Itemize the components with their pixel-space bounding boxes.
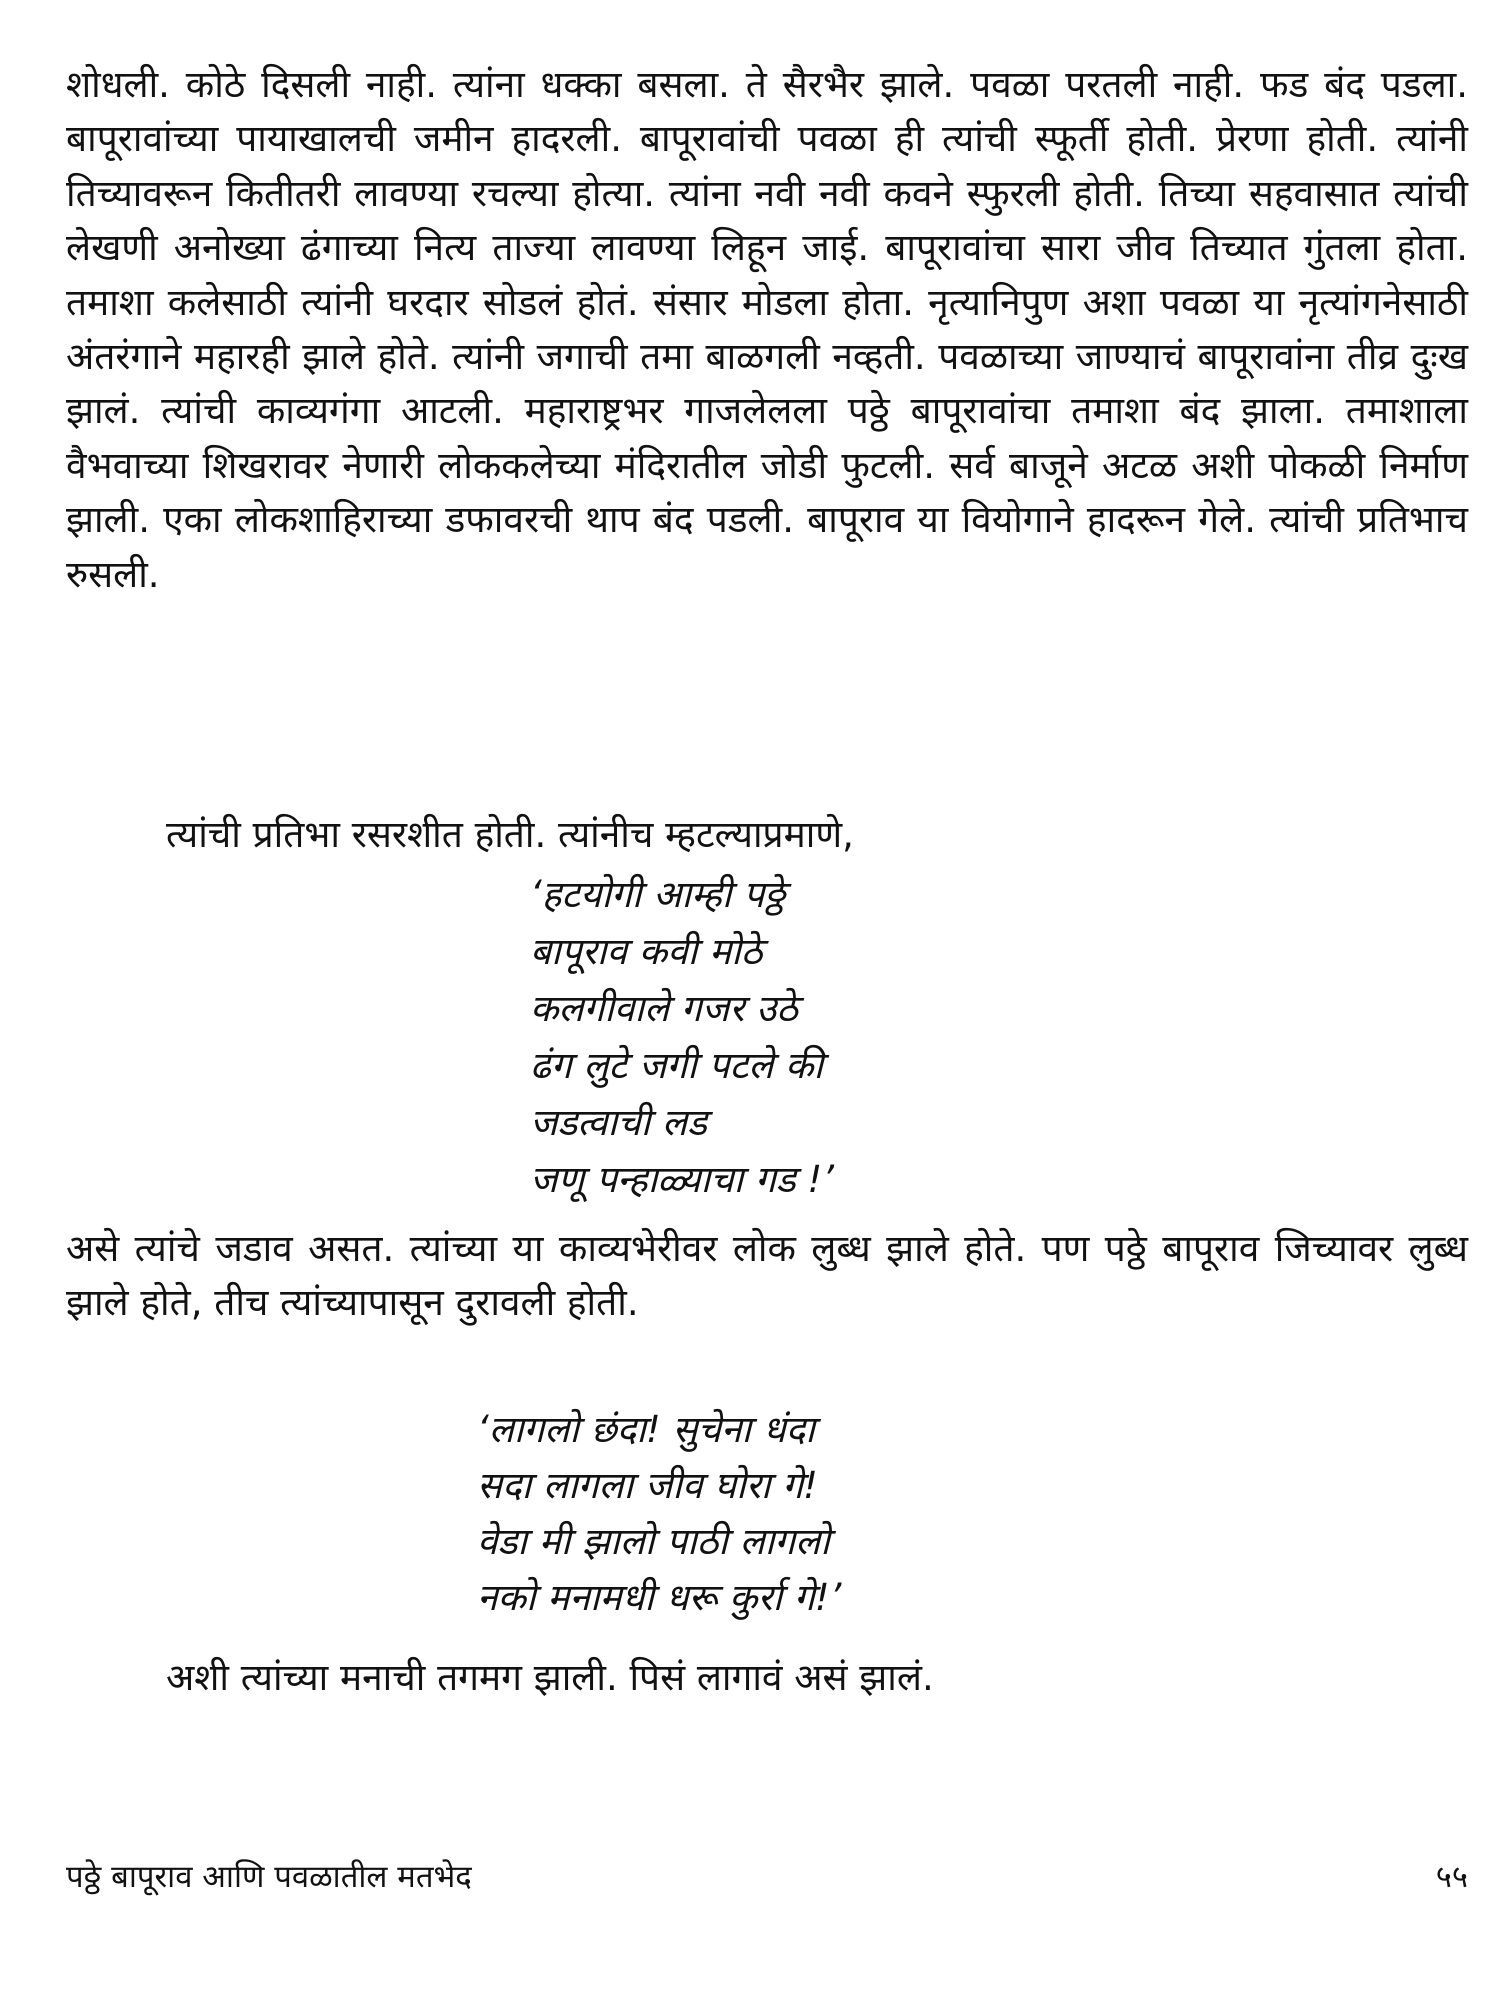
verse-line: कलगीवाले गजर उठे [530,987,798,1030]
verse-line: ढंग लुटे जगी पटले की [530,1044,824,1087]
paragraph-text: असे त्यांचे जडाव असत. त्यांच्या या काव्यभेरीवर लोक लुब्ध झाले होते. पण पठ्ठे बापूराव जिच्यावर लुब्ध झाले होते, तीच त्यांच्यापासून दुरावली होती. [66,1227,1468,1325]
body-paragraph [66,1651,1468,1705]
verse-line: ‘हटयोगी आम्ही पठ्ठे [530,873,786,916]
page-number: ५५ [1435,1859,1468,1895]
page-footer [66,1852,1468,1902]
body-paragraph-intro [66,808,1468,862]
body-paragraph [66,58,1468,602]
verse-line: वेडा मी झालो पाठी लागलो [477,1520,830,1563]
verse-line: ‘लागलो छंदा! सुचेना धंदा [477,1408,815,1451]
verse-line: जडत्वाची लड [530,1101,707,1144]
paragraph-text: त्यांची प्रतिभा रसरशीत होती. त्यांनीच म्हटल्याप्रमाणे, [166,813,854,856]
paragraph-text: शोधली. कोठे दिसली नाही. त्यांना धक्का बसला. ते सैरभैर झाले. पवळा परतली नाही. फड बंद पडला. बापूरावांच्या पायाखालची जमीन हादरली. बापूरावांची पवळा ही त्यांची स्फूर्ती होती. प्रेरणा होती. त्यांनी तिच्यावरून कितीतरी लावण्या रचल्या होत्या. त्यांना नवी नवी कवने स्फुरली होती. तिच्या सहवासात त्यांची लेखणी अनोख्या ढंगाच्या नित्य ताज्या लावण्या लिहून जाई. बापूरावांचा सारा जीव तिच्यात गुंतला होता. तमाशा कलेसाठी त्यांनी घरदार सोडलं होतं. संसार मोडला होता. नृत्यानिपुण अशा पवळा या नृत्यांगनेसाठी अंतरंगाने महारही झाले होते. त्यांनी जगाची तमा बाळगली नव्हती. पवळाच्या जाण्याचं बापूरावांना तीव्र दुःख झालं. त्यांची काव्यगंगा आटली. महाराष्ट्रभर गाजलेलला पठ्ठे बापूरावांचा तमाशा बंद झाला. तमाशाला वैभवाच्या शिखरावर नेणारी लोककलेच्या मंदिरातील जोडी फुटली. सर्व बाजूने अटळ अशी पोकळी निर्माण झाली. एका लोकशाहिराच्या डफावरची थाप बंद पडली. बापूराव या वियोगाने हादरून गेले. त्यांची प्रतिभाच रुसली. [66,63,1468,596]
verse-line: नको मनामधी धरू कुर्रा गे!’ [477,1576,842,1619]
body-paragraph [66,1222,1468,1331]
verse-line: सदा लागला जीव घोरा गे! [477,1464,818,1507]
paragraph-text: अशी त्यांच्या मनाची तगमग झाली. पिसं लागावं असं झालं. [166,1656,934,1699]
running-title: पठ्ठे बापूराव आणि पवळातील मतभेद [66,1859,472,1895]
verse-line: बापूराव कवी मोठे [530,930,763,973]
verse-block [477,1402,841,1626]
verse-line: जणू पन्हाळ्याचा गड !’ [530,1158,834,1201]
verse-block [530,866,834,1208]
